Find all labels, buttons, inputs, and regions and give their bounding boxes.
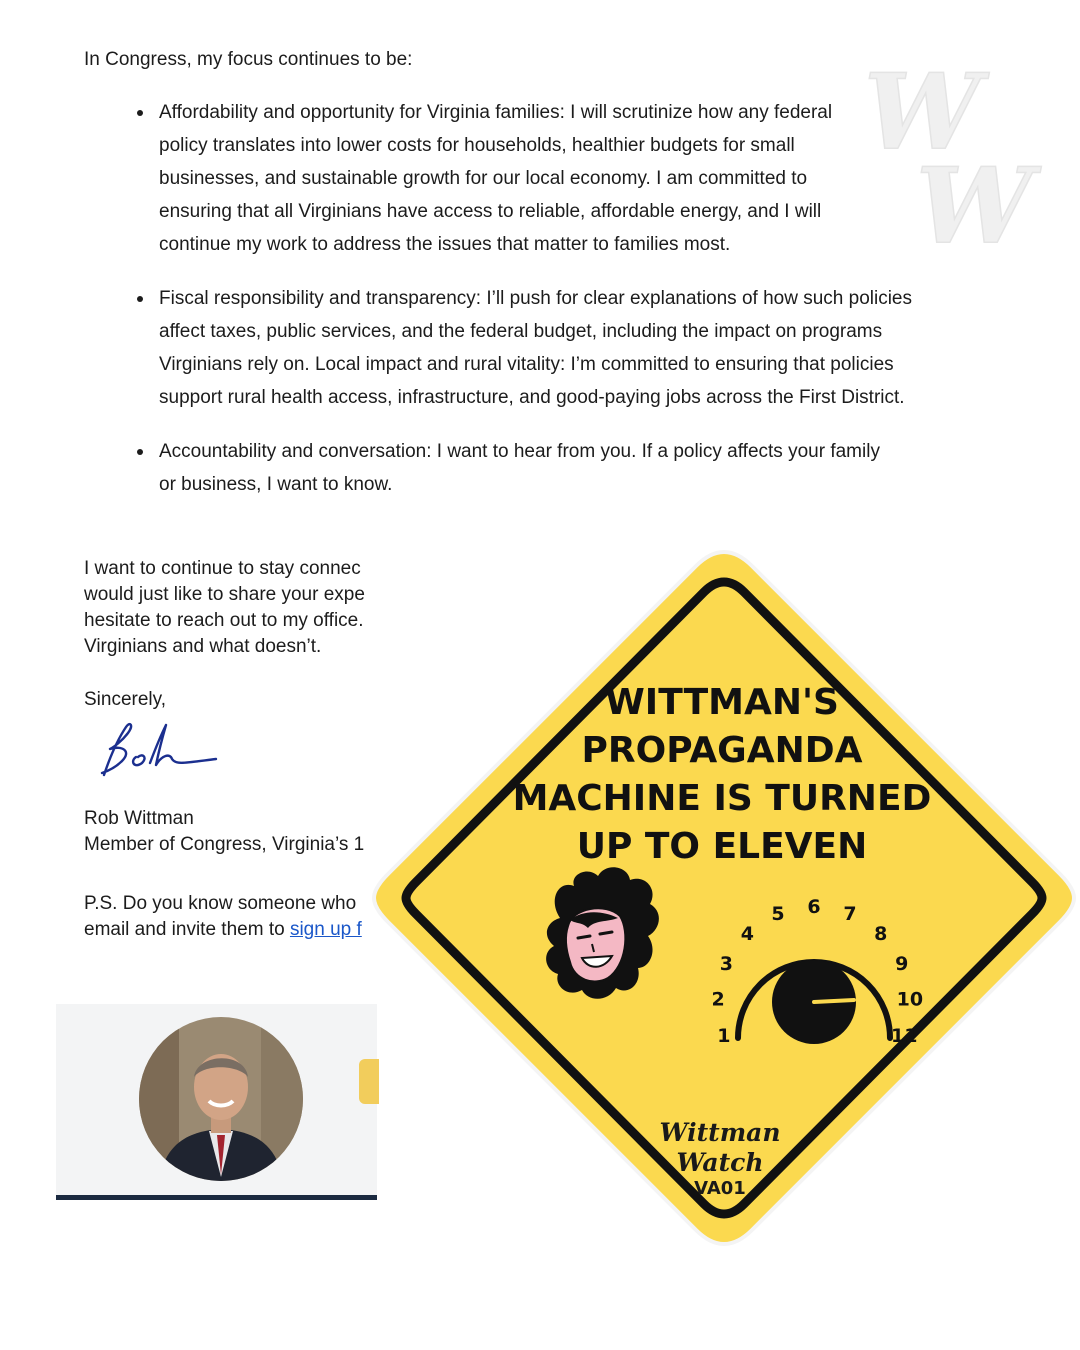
dial-number: 8 bbox=[874, 922, 888, 945]
focus-list bbox=[137, 96, 917, 522]
headline-line: UP TO ELEVEN bbox=[576, 826, 868, 867]
focus-item-affordability: Affordability and opportunity for Virginia families: I will scrutinize how any federal policy translates into lower costs for households, healthier budgets for small businesses, and sustainable growth for our local economy. I am committed to ensuring that all Virginians have access to reliable, affordable energy, and I will continue my work to address the issues that matter to families most. bbox=[137, 96, 839, 261]
knob-pointer bbox=[814, 1000, 854, 1002]
wittman-watch-logo bbox=[640, 1118, 800, 1200]
sign-up-link[interactable]: sign up f bbox=[289, 919, 362, 940]
dial-number: 6 bbox=[807, 896, 821, 918]
dial-number: 9 bbox=[895, 953, 909, 975]
focus-item-accountability: Accountability and conversation: I want to hear from you. If a policy affects your family or business, I want to know. bbox=[137, 435, 899, 501]
ps-line bbox=[84, 917, 376, 943]
headline-line: WITTMAN'S bbox=[605, 682, 839, 723]
paragraph-line: hesitate to reach out to my office. bbox=[84, 610, 364, 631]
signer-name: Rob Wittman bbox=[84, 808, 194, 829]
brand-line: Watch bbox=[676, 1148, 764, 1177]
headline-line: MACHINE IS TURNED bbox=[512, 778, 932, 819]
sign-headline bbox=[502, 679, 942, 871]
dial-number: 11 bbox=[890, 1024, 918, 1047]
dial-number: 5 bbox=[771, 903, 785, 925]
intro-text: In Congress, my focus continues to be: bbox=[84, 49, 413, 70]
postscript bbox=[84, 891, 376, 943]
watermark-letter: W bbox=[864, 52, 981, 173]
paragraph-line: Virginians and what doesn’t. bbox=[84, 636, 322, 657]
focus-item-fiscal: Fiscal responsibility and transparency: I’ll push for clear explanations of how such policies affect taxes, public services, and the federal budget, including the impact on programs Virginians rely on. Local impact and rural vitality: I’m committed to ensuring that policies support rural health access, infrastructure, and good-paying jobs across the First District. bbox=[137, 282, 919, 414]
ps-line: P.S. Do you know someone who bbox=[84, 893, 357, 914]
ps-prefix: email and invite them to bbox=[84, 919, 290, 940]
signer-block bbox=[84, 806, 376, 858]
connect-paragraph bbox=[84, 556, 376, 660]
brand-line: Wittman bbox=[659, 1118, 781, 1147]
dial-number: 10 bbox=[896, 988, 924, 1011]
dial-number: 3 bbox=[719, 953, 733, 975]
dial-number: 1 bbox=[717, 1024, 731, 1047]
closing-salutation: Sincerely, bbox=[84, 689, 167, 710]
headline-line: PROPAGANDA bbox=[581, 730, 863, 771]
dial-number: 7 bbox=[843, 903, 857, 925]
watermark-letter: W bbox=[916, 144, 1033, 252]
watermark-logo bbox=[858, 52, 1048, 252]
congressman-photo bbox=[139, 1017, 303, 1181]
dial-number: 2 bbox=[711, 988, 725, 1011]
paragraph-line: I want to continue to stay connec bbox=[84, 558, 361, 579]
footer-divider bbox=[56, 1195, 377, 1200]
handwritten-signature bbox=[92, 717, 222, 787]
paragraph-line: would just like to share your expe bbox=[84, 584, 365, 605]
signer-title: Member of Congress, Virginia’s 1 bbox=[84, 834, 365, 855]
dial-number: 4 bbox=[740, 922, 754, 945]
brand-subtitle: VA01 bbox=[694, 1178, 746, 1199]
